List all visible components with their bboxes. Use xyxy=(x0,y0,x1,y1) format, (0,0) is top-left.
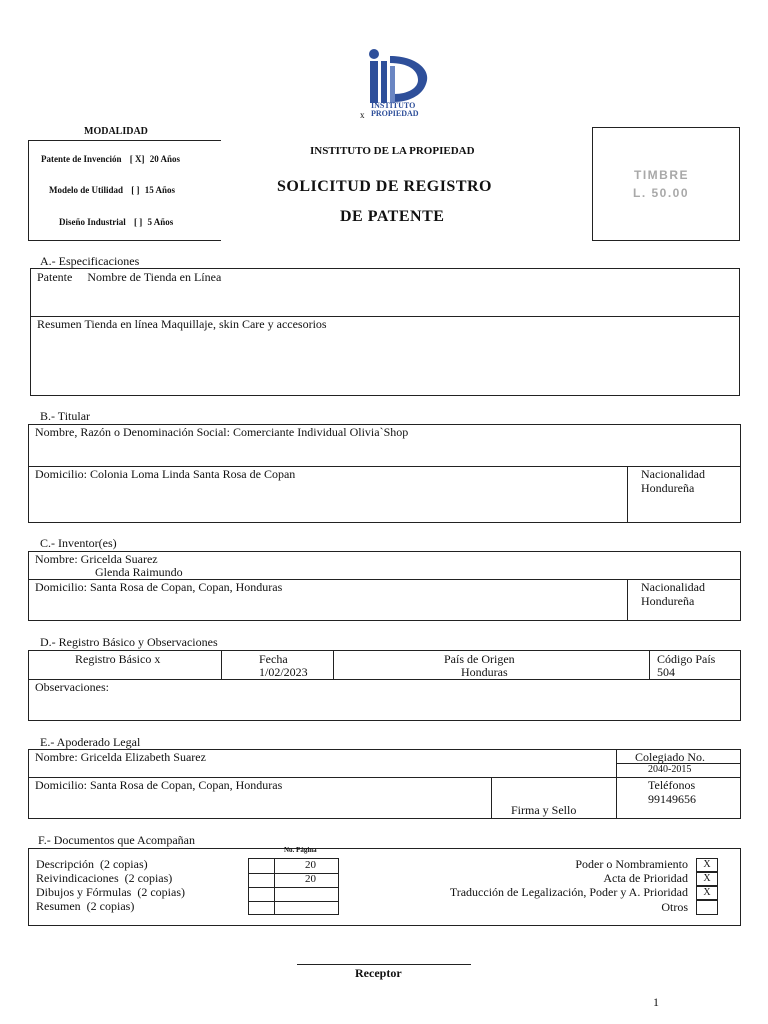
logo-text-1: INSTITUTO xyxy=(371,101,416,110)
section-b-nacionalidad-label: Nacionalidad xyxy=(641,467,705,481)
section-d-registro[interactable]: Registro Básico x xyxy=(75,652,161,666)
checkbox-traduccion[interactable]: X xyxy=(696,886,718,900)
section-e-box xyxy=(28,749,741,819)
section-b-heading: B.- Titular xyxy=(40,409,91,423)
section-e-telefonos-value[interactable]: 99149656 xyxy=(648,792,696,806)
doc-resumen: Resumen (2 copias) xyxy=(36,899,135,913)
section-d-heading: D.- Registro Básico y Observaciones xyxy=(40,635,218,649)
doc-acta: Acta de Prioridad xyxy=(603,871,688,885)
timbre-amount: L. 50.00 xyxy=(633,186,690,200)
modalidad-patente[interactable] xyxy=(41,154,180,164)
section-a-heading: A.- Especificaciones xyxy=(40,254,140,268)
modalidad-diseno[interactable] xyxy=(59,217,173,227)
section-c-nacionalidad-label: Nacionalidad xyxy=(641,580,705,594)
patente-label: Patente de Invención xyxy=(41,154,122,164)
section-d-codigo-label: Código País xyxy=(657,652,716,666)
section-d-fecha-label: Fecha xyxy=(259,652,288,666)
section-c-nacionalidad-value[interactable]: Hondureña xyxy=(641,594,695,608)
section-e-domicilio[interactable]: Domicilio: Santa Rosa de Copan, Copan, Honduras xyxy=(35,778,283,792)
section-e-colegiado-value[interactable]: 2040-2015 xyxy=(648,764,692,775)
doc-reivindicaciones: Reivindicaciones (2 copias) xyxy=(36,871,173,885)
diseno-label: Diseño Industrial xyxy=(59,217,126,227)
doc-poder: Poder o Nombramiento xyxy=(575,857,688,871)
modalidad-box xyxy=(28,140,221,241)
section-e-heading: E.- Apoderado Legal xyxy=(40,735,141,749)
doc-dibujos: Dibujos y Fórmulas (2 copias) xyxy=(36,885,185,899)
section-e-firma[interactable]: Firma y Sello xyxy=(511,803,577,817)
patente-mark: [ X] xyxy=(129,154,145,164)
checkbox-poder[interactable]: X xyxy=(696,858,718,872)
section-c-domicilio[interactable]: Domicilio: Santa Rosa de Copan, Copan, Honduras xyxy=(35,580,283,594)
section-e-nombre[interactable]: Nombre: Gricelda Elizabeth Suarez xyxy=(35,750,206,764)
modalidad-modelo[interactable] xyxy=(49,185,175,195)
section-c-nombre1[interactable]: Nombre: Gricelda Suarez xyxy=(35,552,158,566)
timbre-box xyxy=(592,127,740,241)
form-title-line2: DE PATENTE xyxy=(340,208,445,225)
section-f-heading: F.- Documentos que Acompañan xyxy=(38,833,196,847)
section-e-colegiado-label: Colegiado No. xyxy=(635,750,705,764)
diseno-mark: [ ] xyxy=(134,217,143,227)
doc-otros: Otros xyxy=(661,900,688,914)
section-d-codigo-value[interactable]: 504 xyxy=(657,665,675,679)
section-a-resumen[interactable]: Resumen Tienda en línea Maquillaje, skin Care y accesorios xyxy=(37,317,327,331)
page-number-grid xyxy=(248,858,339,915)
checkbox-otros[interactable] xyxy=(696,900,718,915)
page-number: 1 xyxy=(653,995,659,1009)
section-a-patente[interactable]: Patente Nombre de Tienda en Línea xyxy=(37,270,222,284)
modelo-mark: [ ] xyxy=(131,185,140,195)
no-pagina-label: No. Página xyxy=(284,846,317,854)
section-c-heading: C.- Inventor(es) xyxy=(40,536,117,550)
logo-prefix: x xyxy=(360,110,365,120)
section-d-pais-label: País de Origen xyxy=(444,652,515,666)
institution-name: INSTITUTO DE LA PROPIEDAD xyxy=(310,145,475,157)
section-d-pais-value[interactable]: Honduras xyxy=(461,665,508,679)
section-b-nombre[interactable]: Nombre, Razón o Denominación Social: Comerciante Individual Olivia`Shop xyxy=(35,425,409,439)
modelo-years: 15 Años xyxy=(144,185,176,195)
section-b-domicilio[interactable]: Domicilio: Colonia Loma Linda Santa Rosa de Copan xyxy=(35,467,296,481)
form-title-line1: SOLICITUD DE REGISTRO xyxy=(277,178,492,195)
logo-text-2: PROPIEDAD xyxy=(371,109,419,118)
section-f-box xyxy=(28,848,741,926)
section-b-nacionalidad-value[interactable]: Hondureña xyxy=(641,481,695,495)
page-number-2[interactable]: 20 xyxy=(305,873,316,885)
section-d-observaciones[interactable]: Observaciones: xyxy=(35,680,109,694)
section-c-nombre2[interactable]: Glenda Raimundo xyxy=(95,565,183,579)
receptor-label: Receptor xyxy=(355,966,402,980)
section-e-telefonos-label: Teléfonos xyxy=(648,778,696,792)
modelo-label: Modelo de Utilidad xyxy=(49,185,124,195)
page-number-1[interactable]: 20 xyxy=(305,859,316,871)
section-c-box xyxy=(28,551,741,621)
doc-descripcion: Descripción (2 copias) xyxy=(36,857,148,871)
doc-traduccion: Traducción de Legalización, Poder y A. Prioridad xyxy=(449,885,688,899)
section-b-box xyxy=(28,424,741,523)
receptor-signature-line xyxy=(297,964,471,965)
checkbox-acta[interactable]: X xyxy=(696,872,718,886)
timbre-label: TIMBRE xyxy=(634,168,689,182)
section-d-box xyxy=(28,650,741,721)
modalidad-heading: MODALIDAD xyxy=(84,126,148,137)
section-d-fecha-value[interactable]: 1/02/2023 xyxy=(259,665,308,679)
diseno-years: 5 Años xyxy=(147,217,174,227)
patente-years: 20 Años xyxy=(149,154,181,164)
institute-logo-icon xyxy=(364,48,434,108)
section-a-box xyxy=(30,268,740,396)
